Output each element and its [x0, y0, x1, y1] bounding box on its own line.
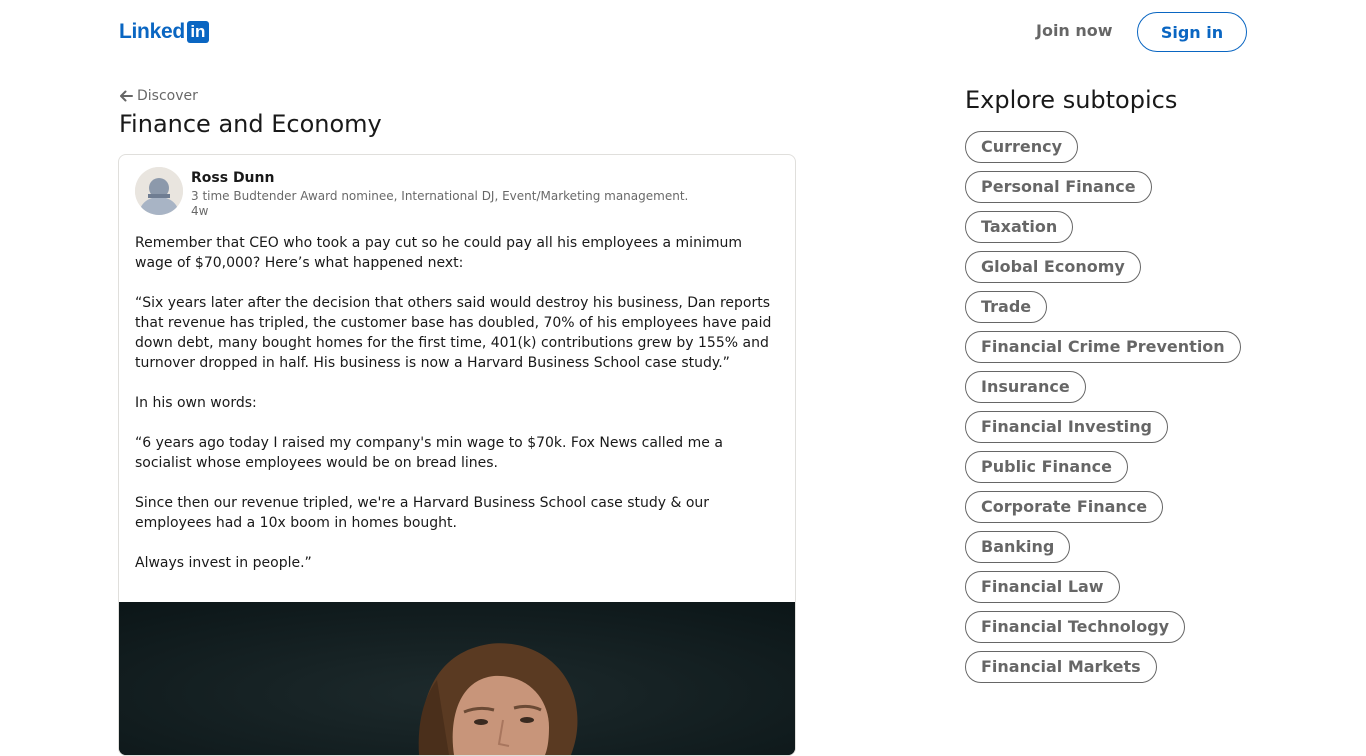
linkedin-logo[interactable]	[119, 21, 209, 43]
subtopic-pill[interactable]: Trade	[965, 291, 1047, 323]
back-to-discover-link[interactable]	[119, 88, 198, 104]
subtopic-pill[interactable]: Financial Crime Prevention	[965, 331, 1241, 363]
post-image[interactable]	[119, 602, 795, 755]
page-title: Finance and Economy	[119, 110, 382, 138]
sign-in-button[interactable]: Sign in	[1137, 12, 1247, 52]
arrow-left-icon	[119, 89, 133, 103]
subtopic-pill[interactable]: Insurance	[965, 371, 1086, 403]
post-age: 4w	[191, 204, 209, 218]
subtopic-pill[interactable]: Taxation	[965, 211, 1073, 243]
post-paragraph: Always invest in people.”	[135, 555, 312, 571]
subtopic-pill[interactable]: Banking	[965, 531, 1070, 563]
post-paragraph: Remember that CEO who took a pay cut so he could pay all his employees a minimum wage of $70,000? Here’s what happened next:	[135, 235, 742, 271]
subtopic-pill[interactable]: Global Economy	[965, 251, 1141, 283]
subtopic-pill[interactable]: Public Finance	[965, 451, 1128, 483]
post-paragraph: “Six years later after the decision that others said would destroy his business, Dan reports that revenue has tripled, the customer base has doubled, 70% of his employees have paid down debt, many bought homes for the first time, 401(k) contributions grew by 155% and turnover dropped in half. His business is now a Harvard Business School case study.”	[135, 295, 772, 371]
logo-wordmark: Linked	[119, 20, 185, 43]
explore-subtopics-heading: Explore subtopics	[965, 86, 1178, 114]
subtopics-list	[965, 131, 1325, 691]
subtopic-pill[interactable]: Personal Finance	[965, 171, 1152, 203]
post-paragraph: “6 years ago today I raised my company's min wage to $70k. Fox News called me a socialist whose employees would be on bread lines.	[135, 435, 723, 471]
post-body	[135, 233, 779, 593]
post-paragraph: In his own words:	[135, 395, 257, 411]
post-paragraph: Since then our revenue tripled, we're a Harvard Business School case study & our employees had a 10x boom in homes bought.	[135, 495, 710, 531]
join-now-link[interactable]: Join now	[1036, 21, 1113, 40]
subtopic-pill[interactable]: Financial Law	[965, 571, 1120, 603]
person-silhouette-icon	[135, 167, 183, 215]
avatar[interactable]	[135, 167, 183, 215]
subtopic-pill[interactable]: Financial Investing	[965, 411, 1168, 443]
back-label: Discover	[137, 88, 198, 104]
post-card	[118, 154, 796, 756]
portrait-photo	[119, 602, 795, 755]
author-headline: 3 time Budtender Award nominee, International DJ, Event/Marketing management.	[191, 189, 689, 203]
subtopic-pill[interactable]: Currency	[965, 131, 1078, 163]
subtopic-pill[interactable]: Corporate Finance	[965, 491, 1163, 523]
author-name[interactable]: Ross Dunn	[191, 170, 275, 186]
logo-in-box: in	[187, 21, 209, 43]
subtopic-pill[interactable]: Financial Markets	[965, 651, 1157, 683]
subtopic-pill[interactable]: Financial Technology	[965, 611, 1185, 643]
